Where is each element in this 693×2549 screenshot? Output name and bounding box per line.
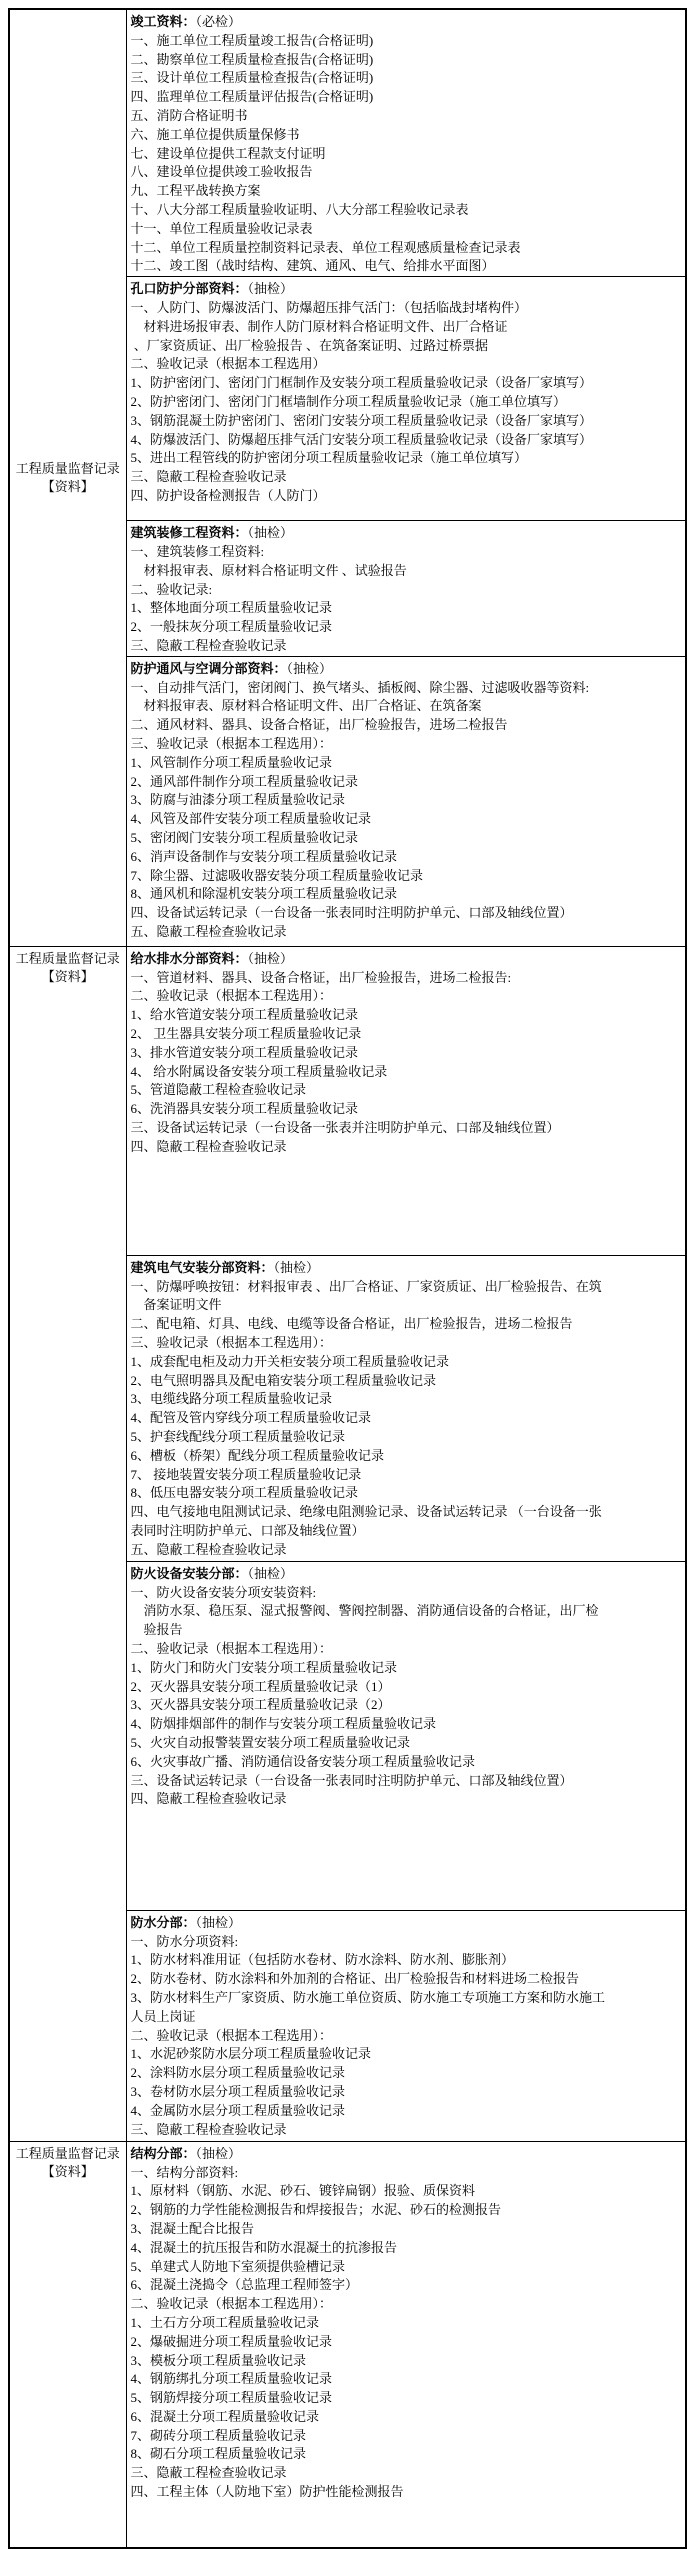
record-line: 四、隐蔽工程检查验收记录 (130, 1138, 287, 1154)
section-cell (126, 1255, 686, 1561)
table-row (9, 9, 686, 277)
record-line: 1、成套配电柜及动力开关柜安装分项工程质量验收记录 (130, 1353, 450, 1369)
record-line: 验报告 (130, 1622, 183, 1638)
record-line: 二、验收记录（根据本工程选用）： (130, 988, 333, 1004)
record-line: 二、验收记录（根据本工程选用）： (130, 2296, 333, 2312)
record-line: 4、 给水附属设备安装分项工程质量验收记录 (130, 1063, 388, 1079)
record-line: 4、钢筋绑扎分项工程质量验收记录 (130, 2371, 333, 2387)
record-line: 2、涂料防水层分项工程质量验收记录 (130, 2065, 346, 2081)
section-title: 建筑装修工程资料： (130, 525, 248, 541)
section-cell (126, 9, 686, 277)
record-line: 5、护套线配线分项工程质量验收记录 (130, 1428, 346, 1444)
record-line: 6、混凝土浇捣令（总监理工程师签字） (130, 2277, 359, 2293)
record-line: 二、勘察单位工程质量检查报告(合格证明) (130, 51, 374, 67)
record-line: 7、 接地装置安装分项工程质量验收记录 (130, 1466, 362, 1482)
record-line: 8、砌石分项工程质量验收记录 (130, 2446, 307, 2462)
record-line: 一、防水分项资料: (130, 1933, 239, 1949)
section-check-type: （必检） (195, 14, 242, 29)
section-cell (126, 521, 686, 657)
section-cell (126, 1561, 686, 1910)
record-line: 二、通风材料、器具、设备合格证，出厂检验报告，进场二检报告 (130, 717, 508, 733)
record-line: 一、防火设备安装分项安装资料: (130, 1584, 317, 1600)
record-line: 一、自动排气活门，密闭阀门、换气堵头、插板阀、除尘器、过滤吸收器等资料: (130, 679, 590, 695)
record-line: 2、电气照明器具及配电箱安装分项工程质量验收记录 (130, 1372, 437, 1388)
record-line: 四、监理单位工程质量评估报告(合格证明) (130, 89, 374, 105)
section-cell (126, 2141, 686, 2548)
record-line: 五、消防合格证明书 (130, 107, 248, 123)
record-line: 二、验收记录（根据本工程选用）： (130, 2027, 333, 2043)
record-line: 四、隐蔽工程检查验收记录 (130, 1791, 287, 1807)
record-line: 二、验收记录: (130, 581, 213, 597)
record-line: 三、隐蔽工程检查验收记录 (130, 637, 287, 653)
section-title: 建筑电气安装分部资料： (130, 1259, 274, 1275)
record-line: 三、验收记录（根据本工程选用）： (130, 735, 333, 751)
record-line: 6、槽板（桥架）配线分项工程质量验收记录 (130, 1447, 385, 1463)
record-line: 5、密闭阀门安装分项工程质量验收记录 (130, 829, 359, 845)
record-line: 一、建筑装修工程资料: (130, 543, 265, 559)
record-line: 1、水泥砂浆防水层分项工程质量验收记录 (130, 2046, 372, 2062)
record-line: 5、单建式人防地下室须提供验槽记录 (130, 2258, 346, 2274)
record-line: 7、除尘器、过滤吸收器安装分项工程质量验收记录 (130, 867, 424, 883)
section-title: 竣工资料： (130, 14, 196, 29)
row-label: 【资料】 (41, 2163, 94, 2179)
section-title: 防护通风与空调分部资料： (130, 660, 287, 676)
supervision-record-table (8, 8, 687, 2549)
record-line: 1、土石方分项工程质量验收记录 (130, 2314, 320, 2330)
record-line: 一、人防门、防爆波活门、防爆超压排气活门：（包括临战封堵构件） (130, 299, 528, 315)
record-line: 一、施工单位工程质量竣工报告(合格证明) (130, 32, 374, 48)
section-title-line (131, 280, 681, 299)
section-title-line (131, 950, 681, 969)
record-line: 3、排水管道安装分项工程质量验收记录 (130, 1044, 359, 1060)
record-line: 6、消声设备制作与安装分项工程质量验收记录 (130, 848, 398, 864)
section-title-line (131, 2145, 681, 2164)
record-line: 6、洗消器具安装分项工程质量验收记录 (130, 1101, 359, 1117)
record-line: 四、设备试运转记录（一台设备一张表同时注明防护单元、口部及轴线位置） (130, 905, 573, 921)
record-line: 1、整体地面分项工程质量验收记录 (130, 600, 333, 616)
section-title: 防水分部： (130, 1914, 196, 1930)
record-line: 十二、单位工程质量控制资料记录表、单位工程观感质量检查记录表 (130, 239, 521, 255)
record-line: 2、爆破掘进分项工程质量验收记录 (130, 2333, 333, 2349)
record-line: 3、钢筋混凝土防护密闭门、密闭门安装分项工程质量验收记录（设备厂家填写） (130, 412, 593, 428)
section-check-type: （抽检） (273, 1259, 320, 1275)
section-title-line (131, 13, 681, 32)
record-line: 3、卷材防水层分项工程质量验收记录 (130, 2083, 346, 2099)
section-title: 孔口防护分部资料： (130, 281, 248, 297)
row-label-cell (9, 946, 126, 2141)
section-cell (126, 277, 686, 521)
section-check-type: （抽检） (195, 1914, 242, 1930)
record-line: 1、防护密闭门、密闭门门框制作及安装分项工程质量验收记录（设备厂家填写） (130, 375, 593, 391)
record-line: 5、进出工程管线的防护密闭分项工程质量验收记录（施工单位填写） (130, 450, 528, 466)
section-title: 给水排水分部资料： (130, 950, 248, 966)
section-title: 防火设备安装分部： (130, 1565, 248, 1581)
record-line: 三、设备试运转记录（一台设备一张表同时注明防护单元、口部及轴线位置） (130, 1772, 573, 1788)
record-line: 四、防护设备检测报告（人防门） (130, 487, 326, 503)
record-line: 十二、竣工图（战时结构、建筑、通风、电气、给排水平面图） (130, 258, 495, 274)
record-line: 2、灭火器具安装分项工程质量验收记录（1） (130, 1678, 391, 1694)
record-line: 1、原材料（钢筋、水泥、砂石、镀锌扁钢）报验、质保资料 (130, 2183, 476, 2199)
record-line: 五、隐蔽工程检查验收记录 (130, 1541, 287, 1557)
record-line: 8、通风机和除湿机安装分项工程质量验收记录 (130, 886, 398, 902)
section-title: 结构分部： (130, 2145, 196, 2161)
record-line: 1、给水管道安装分项工程质量验收记录 (130, 1007, 359, 1023)
record-line: 人员上岗证 (130, 2008, 196, 2024)
section-check-type: （抽检） (247, 950, 294, 966)
section-title-line (131, 1259, 681, 1278)
record-line: 3、防腐与油漆分项工程质量验收记录 (130, 792, 346, 808)
record-line: 3、防水材料生产厂家资质、防水施工单位资质、防水施工专项施工方案和防水施工 (130, 1989, 606, 2005)
section-cell (126, 656, 686, 946)
record-line: 4、配管及管内穿线分项工程质量验收记录 (130, 1410, 372, 1426)
record-line: 备案证明文件 (130, 1297, 222, 1313)
record-line: 材料报审表、原材料合格证明文件、出厂合格证、在筑备案 (130, 698, 482, 714)
record-line: 二、配电箱、灯具、电线、电缆等设备合格证，出厂检验报告，进场二检报告 (130, 1316, 573, 1332)
record-line: 2、 卫生器具安装分项工程质量验收记录 (130, 1025, 362, 1041)
record-line: 5、火灾自动报警装置安装分项工程质量验收记录 (130, 1734, 411, 1750)
record-line: 4、金属防水层分项工程质量验收记录 (130, 2102, 346, 2118)
record-line: 6、混凝土分项工程质量验收记录 (130, 2408, 320, 2424)
section-check-type: （抽检） (195, 2145, 242, 2161)
record-line: 4、风管及部件安装分项工程质量验收记录 (130, 811, 372, 827)
record-line: 6、火灾事故广播、消防通信设备安装分项工程质量验收记录 (130, 1753, 476, 1769)
row-label: 工程质量监督记录 (15, 2145, 120, 2161)
record-line: 二、验收记录（根据本工程选用） (130, 356, 326, 372)
record-line: 3、混凝土配合比报告 (130, 2220, 255, 2236)
row-label-cell (9, 9, 126, 946)
section-check-type: （抽检） (247, 281, 294, 297)
record-line: 二、验收记录（根据本工程选用）： (130, 1640, 333, 1656)
row-label-cell (9, 2141, 126, 2548)
record-line: 五、隐蔽工程检查验收记录 (130, 923, 287, 939)
section-title-line (131, 1914, 681, 1933)
table-row (9, 946, 686, 1255)
record-line: 一、管道材料、器具、设备合格证，出厂检验报告，进场二检报告: (130, 969, 512, 985)
section-title-line (131, 660, 681, 679)
record-line: 七、建设单位提供工程款支付证明 (130, 145, 326, 161)
record-line: 1、防火门和防火门安装分项工程质量验收记录 (130, 1659, 398, 1675)
section-check-type: （抽检） (247, 1565, 294, 1581)
section-title-line (131, 524, 681, 543)
record-line: 三、验收记录（根据本工程选用）： (130, 1334, 333, 1350)
record-line: 2、防水卷材、防水涂料和外加剂的合格证、出厂检验报告和材料进场二检报告 (130, 1971, 580, 1987)
record-line: 一、防爆呼唤按钮：材料报审表 、出厂合格证、厂家资质证、出厂检验报告、在筑 (130, 1278, 602, 1294)
record-line: 3、灭火器具安装分项工程质量验收记录（2） (130, 1697, 391, 1713)
record-line: 2、一般抹灰分项工程质量验收记录 (130, 619, 333, 635)
row-label: 工程质量监督记录 (15, 460, 120, 476)
record-line: 三、隐蔽工程检查验收记录 (130, 2121, 287, 2137)
row-label: 【资料】 (41, 478, 94, 494)
record-line: 7、砌砖分项工程质量验收记录 (130, 2427, 307, 2443)
record-line: 材料报审表、原材料合格证明文件 、试验报告 (130, 562, 407, 578)
record-line: 2、钢筋的力学性能检测报告和焊接报告；水泥、砂石的检测报告 (130, 2202, 502, 2218)
record-line: 、厂家资质证、出厂检验报告 、在筑备案证明、过路过桥票据 (130, 337, 489, 353)
record-line: 一、结构分部资料: (130, 2164, 239, 2180)
record-line: 1、风管制作分项工程质量验收记录 (130, 754, 333, 770)
record-line: 四、电气接地电阻测试记录、绝缘电阻测验记录、设备试运转记录 （一台设备一张 (130, 1504, 602, 1520)
record-line: 四、工程主体（人防地下室）防护性能检测报告 (130, 2484, 404, 2500)
record-line: 消防水泵、稳压泵、湿式报警阀、警阀控制器、消防通信设备的合格证，出厂检 (130, 1603, 599, 1619)
record-line: 2、防护密闭门、密闭门门框墙制作分项工程质量验收记录（施工单位填写） (130, 393, 567, 409)
record-line: 1、防水材料准用证（包括防水卷材、防水涂料、防水剂、膨胀剂） (130, 1952, 515, 1968)
record-line: 十、八大分部工程质量验收证明、八大分部工程验收记录表 (130, 201, 469, 217)
record-line: 八、建设单位提供竣工验收报告 (130, 164, 313, 180)
record-line: 六、施工单位提供质量保修书 (130, 126, 300, 142)
section-cell (126, 946, 686, 1255)
record-line: 2、通风部件制作分项工程质量验收记录 (130, 773, 359, 789)
record-line: 5、管道隐蔽工程检查验收记录 (130, 1082, 307, 1098)
section-check-type: （抽检） (247, 525, 294, 541)
record-line: 3、电缆线路分项工程质量验收记录 (130, 1391, 333, 1407)
table-row (9, 2141, 686, 2548)
record-line: 3、模板分项工程质量验收记录 (130, 2352, 307, 2368)
row-label: 【资料】 (41, 968, 94, 984)
record-line: 4、防爆波活门、防爆超压排气活门安装分项工程质量验收记录（设备厂家填写） (130, 431, 593, 447)
record-line: 十一、单位工程质量验收记录表 (130, 220, 313, 236)
record-line: 九、工程平战转换方案 (130, 183, 261, 199)
record-line: 4、混凝土的抗压报告和防水混凝土的抗渗报告 (130, 2239, 398, 2255)
record-line: 材料进场报审表、制作人防门原材料合格证明文件、出厂合格证 (130, 318, 508, 334)
record-line: 8、低压电器安装分项工程质量验收记录 (130, 1485, 359, 1501)
section-title-line (131, 1565, 681, 1584)
record-line: 三、隐蔽工程检查验收记录 (130, 2465, 287, 2481)
record-line: 三、隐蔽工程检查验收记录 (130, 469, 287, 485)
record-line: 表同时注明防护单元、口部及轴线位置） (130, 1522, 365, 1538)
record-line: 三、设备试运转记录（一台设备一张表并注明防护单元、口部及轴线位置） (130, 1119, 560, 1135)
record-line: 三、设计单位工程质量检查报告(合格证明) (130, 70, 374, 86)
row-label: 工程质量监督记录 (15, 950, 120, 966)
section-check-type: （抽检） (286, 660, 333, 676)
record-line: 5、钢筋焊接分项工程质量验收记录 (130, 2390, 333, 2406)
record-line: 4、防烟排烟部件的制作与安装分项工程质量验收记录 (130, 1716, 437, 1732)
section-cell (126, 1910, 686, 2141)
